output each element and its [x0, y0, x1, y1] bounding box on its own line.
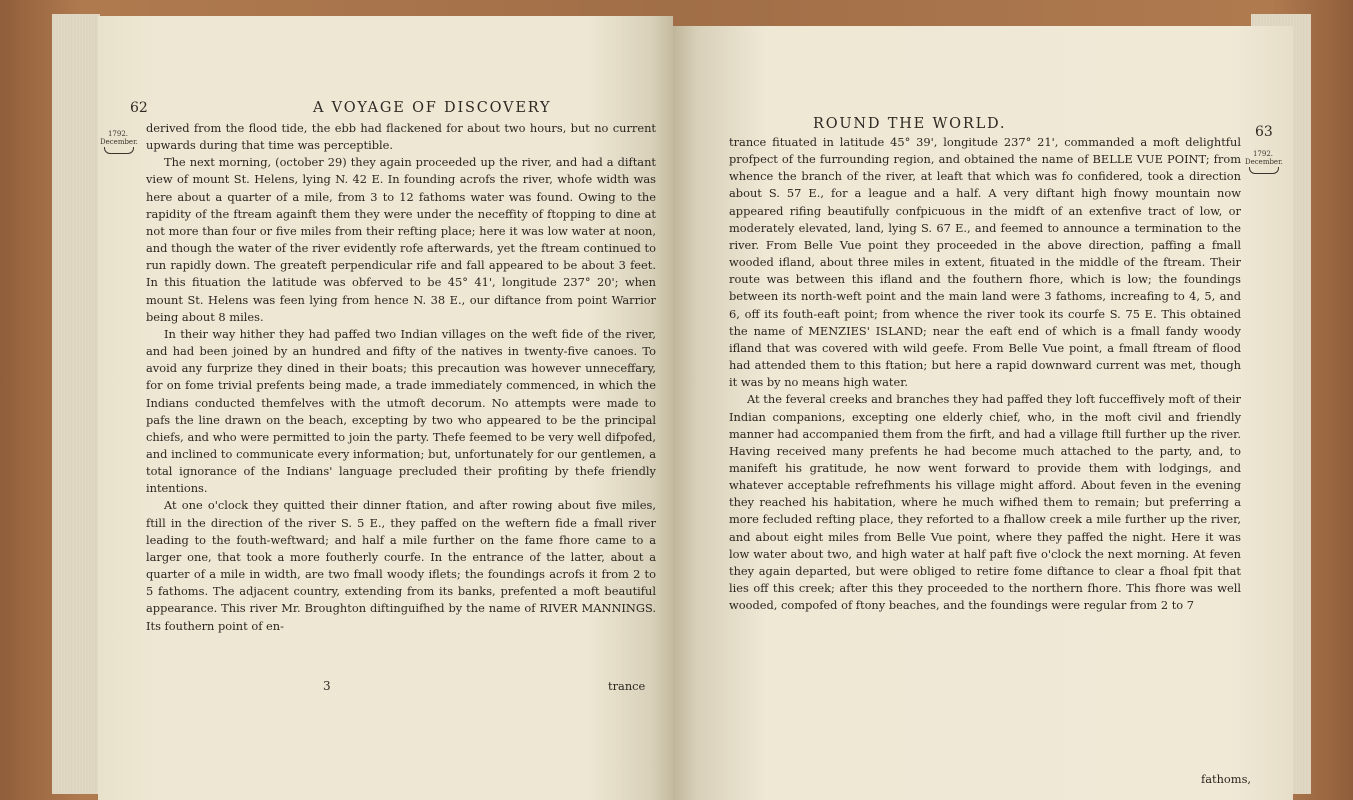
margin-month: December. [100, 138, 138, 146]
signature-mark: 3 [323, 679, 331, 693]
margin-year: 1792. [1252, 150, 1274, 158]
margin-brace [104, 147, 134, 154]
paragraph: derived from the flood tide, the ebb had flackened for about two hours, but no current upwards during that time was perceptible. [146, 121, 656, 153]
page-number: 62 [130, 100, 148, 116]
running-head: A VOYAGE OF DISCOVERY [313, 100, 552, 116]
margin-date [1245, 150, 1281, 166]
margin-month: December. [1245, 158, 1283, 166]
catchword: trance [608, 679, 646, 693]
page-number: 63 [1255, 124, 1273, 140]
left-body-text [146, 120, 656, 635]
paragraph: The next morning, (october 29) they again proceeded up the river, and had a diftant view of mount St. Helens, lying N. 42 E. In founding acrofs the river, whofe width was here about a quarter of a mile, from 3 to 12 fathoms water was found. Owing to the rapidity of the ftream againft them they were under the neceffity of ftopping to dine at not more than four or five miles from their refting place; here it was low water at noon, and though the water of the river evidently rofe afterwards, yet the ftream continued to run rapidly down. The greateft perpendicular rife and fall appeared to be about 3 feet. In this fituation the latitude was obferved to be 45° 41', longitude 237° 20'; when mount St. Helens was feen lying from hence N. 38 E., our diftance from point Warrior being about 8 miles. [146, 155, 656, 324]
paragraph: At one o'clock they quitted their dinner ftation, and after rowing about five miles, ftill in the direction of the river S. 5 E., they paffed on the weftern fide a fmall river leading to the fouth-weftward; and half a mile further on the fame fhore came to a larger one, that took a more foutherly courfe. In the entrance of the latter, about a quarter of a mile in width, are two fmall woody iflets; the foundings acrofs it from 2 to 5 fathoms. The adjacent country, extending from its banks, prefented a moft beautiful appearance. This river Mr. Broughton diftinguifhed by the name of RIVER MANNINGS. Its fouthern point of en- [146, 498, 656, 633]
left-page-edges [52, 14, 100, 794]
right-page [673, 26, 1293, 800]
right-body-text [729, 134, 1241, 614]
catchword: fathoms, [1201, 772, 1252, 786]
paragraph: At the feveral creeks and branches they had paffed they loft fucceffively moft of their Indian companions, excepting one elderly chief, who, in the moft civil and friendly manner had accompanied them from the firft, and had a village ftill further up the river. Having received many prefents he had become much attached to the party, and, to manifeft his gratitude, he now went forward to provide them with lodgings, and whatever acceptable refrefhments his village might afford. About feven in the evening they reached his habitation, where he much wifhed them to remain; but preferring a more fecluded refting place, they reforted to a fhallow creek a mile further up the river, and about eight miles from Belle Vue point, where they paffed the night. Here it was low water about two, and high water at half paft five o'clock the next morning. At feven they again departed, but were obliged to retire fome diftance to clear a fhoal fpit that lies off this creek; after this they proceeded to the northern fhore. This fhore was well wooded, compofed of ftony beaches, and the foundings were regular from 2 to 7 [729, 392, 1241, 613]
running-head: ROUND THE WORLD. [813, 116, 1007, 132]
margin-date [100, 130, 136, 146]
paragraph: In their way hither they had paffed two Indian villages on the weft fide of the river, and had been joined by an hundred and fifty of the natives in twenty-five canoes. To avoid any furprize they dined in their boats; this precaution was however unneceffary, for on fome trivial prefents being made, a trade immediately commenced, in which the Indians conducted themfelves with the utmoft decorum. No attempts were made to pafs the line drawn on the beach, excepting by two who appeared to be the principal chiefs, and who were permitted to join the party. Thefe feemed to be very well difpofed, and inclined to communicate every information; but, unfortunately for our gentlemen, a total ignorance of the Indians' language precluded their profiting by thefe friendly intentions. [146, 326, 656, 496]
paragraph: trance fituated in latitude 45° 39', longitude 237° 21', commanded a moft delightful profpect of the furrounding region, and obtained the name of BELLE VUE POINT; from whence the branch of the river, at leaft that which was fo confidered, took a direction about S. 57 E., for a league and a half. A very diftant high fnowy mountain now appeared rifing beautifully confpicuous in the midft of an extenfive tract of low, or moderately elevated, land, lying S. 67 E., and feemed to announce a termination to the river. From Belle Vue point they proceeded in the above direction, paffing a fmall wooded ifland, about three miles in extent, fituated in the middle of the ftream. Their route was between this ifland and the fouthern fhore, which is low; the foundings between its north-weft point and the main land were 3 fathoms, increafing to 4, 5, and 6, off its fouth-eaft point; from whence the river took its courfe S. 75 E. This obtained the name of MENZIES' ISLAND; near the eaft end of which is a fmall fandy woody ifland that was covered with wild geefe. From Belle Vue point, a fmall ftream of flood had attended them to this ftation; but here a rapid downward current was met, though it was by no means high water. [729, 135, 1241, 390]
left-page [98, 16, 673, 800]
margin-year: 1792. [107, 130, 129, 138]
margin-brace [1249, 167, 1279, 174]
